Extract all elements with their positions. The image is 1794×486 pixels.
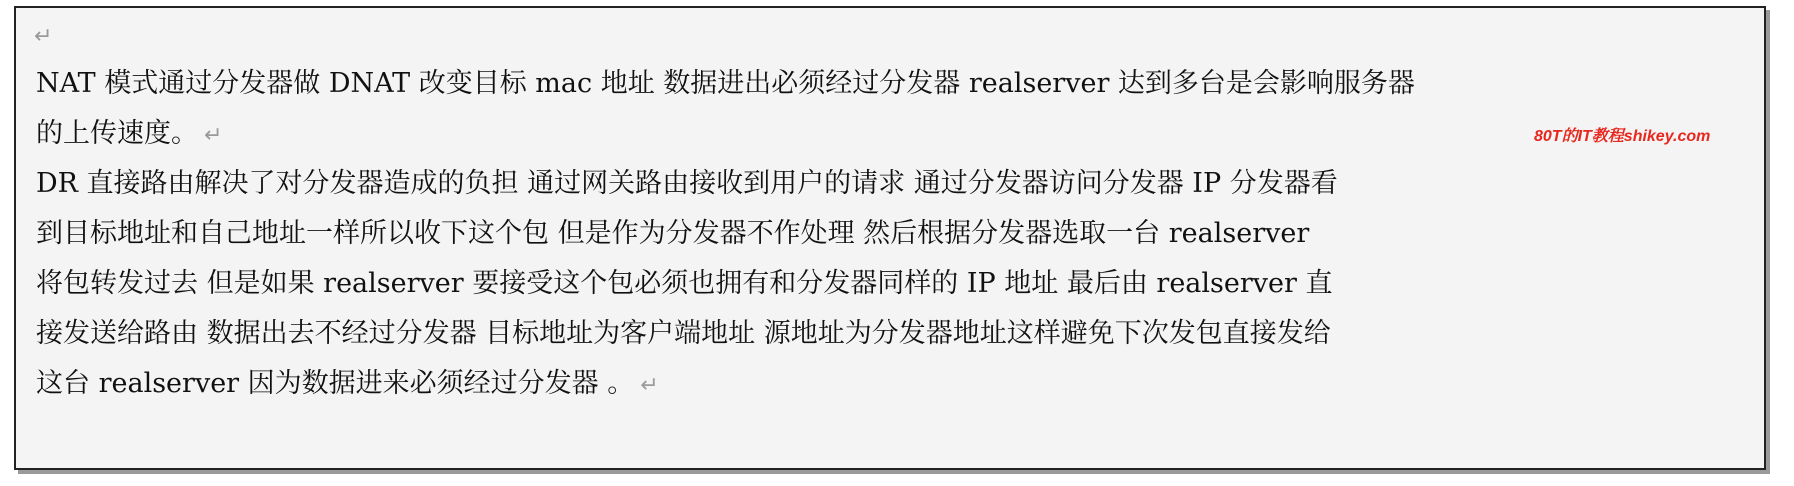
paragraph-mark-icon: ↵ bbox=[640, 373, 659, 398]
watermark: 80T的IT教程shikey.com bbox=[1534, 128, 1711, 145]
paragraph-mark-icon: ↵ bbox=[34, 24, 53, 49]
text-line-7 bbox=[36, 366, 659, 404]
text-line-3-content: DR 直接路由解决了对分发器造成的负担 通过网关路由接收到用户的请求 通过分发器访问分发器 IP 分发器看 bbox=[36, 168, 1338, 199]
paragraph-mark-icon: ↵ bbox=[204, 123, 223, 148]
text-line-3 bbox=[36, 166, 1338, 202]
text-line-2 bbox=[36, 116, 222, 154]
text-line-5 bbox=[36, 266, 1333, 302]
text-line-4-content: 到目标地址和自己地址一样所以收下这个包 但是作为分发器不作处理 然后根据分发器选取一台 realserver bbox=[36, 218, 1310, 249]
text-line-1 bbox=[36, 66, 1415, 102]
text-line-4 bbox=[36, 216, 1309, 252]
text-line-2-content: 的上传速度。 bbox=[36, 118, 198, 149]
text-line-5-content: 将包转发过去 但是如果 realserver 要接受这个包必须也拥有和分发器同样的 IP 地址 最后由 realserver 直 bbox=[36, 268, 1333, 299]
document-frame bbox=[14, 6, 1766, 470]
text-line-6 bbox=[36, 316, 1331, 352]
text-line-1-content: NAT 模式通过分发器做 DNAT 改变目标 mac 地址 数据进出必须经过分发器 realserver 达到多台是会影响服务器 bbox=[36, 68, 1415, 99]
text-line-6-content: 接发送给路由 数据出去不经过分发器 目标地址为客户端地址 源地址为分发器地址这样避免下次发包直接发给 bbox=[36, 318, 1331, 349]
text-line-7-content: 这台 realserver 因为数据进来必须经过分发器 。 bbox=[36, 368, 635, 399]
